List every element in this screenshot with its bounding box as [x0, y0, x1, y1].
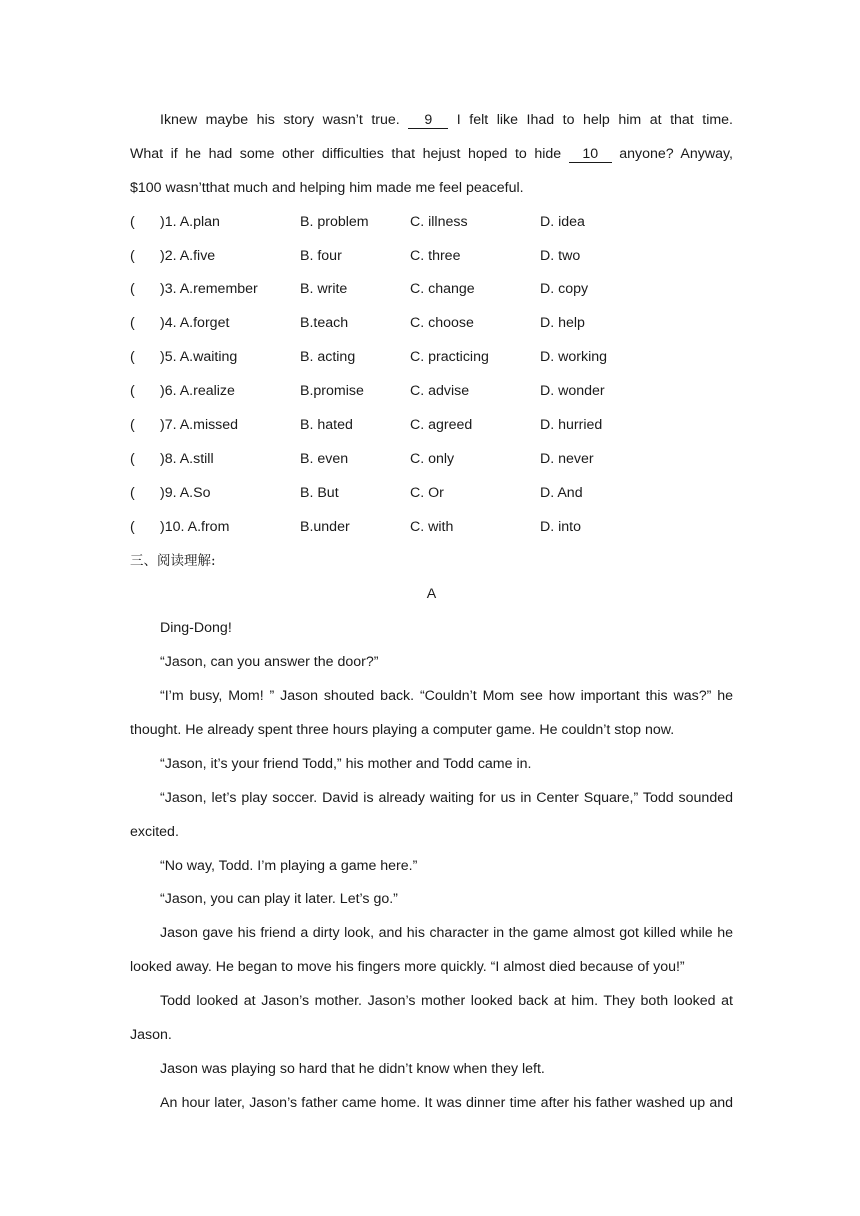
option-paren: (: [130, 417, 135, 434]
option-paren: (: [130, 247, 135, 264]
option-b: B. problem: [300, 213, 369, 230]
options-list: [130, 206, 733, 545]
passage-line: “No way, Todd. I’m playing a game here.”: [160, 857, 418, 874]
option-paren: (: [130, 349, 135, 366]
option-b: B. But: [300, 484, 339, 501]
option-b: B.under: [300, 518, 350, 535]
option-d: D. never: [540, 450, 594, 467]
option-num: )6. A.realize: [160, 383, 235, 400]
option-row: [130, 341, 733, 375]
option-row: [130, 477, 733, 511]
option-b: B.teach: [300, 315, 349, 332]
option-b: B.promise: [300, 383, 364, 400]
option-b: B. four: [300, 247, 342, 264]
passage-line: Jason.: [130, 1027, 172, 1044]
intro-line-2: [130, 138, 733, 172]
passage-line: “Jason, let’s play soccer. David is already waiting for us in Center Square,” Todd sounded: [160, 789, 733, 806]
passage-line: looked away. He began to move his fingers more quickly. “I almost died because of you!”: [130, 959, 685, 976]
option-row: [130, 206, 733, 240]
intro-line-3: $100 wasn’tthat much and helping him made me feel peaceful.: [130, 179, 524, 196]
option-paren: (: [130, 518, 135, 535]
passage-line: An hour later, Jason’s father came home. It was dinner time after his father washed up and: [160, 1094, 733, 1111]
option-num: )2. A.five: [160, 247, 216, 264]
option-c: C. advise: [410, 383, 470, 400]
passage-line: thought. He already spent three hours playing a computer game. He couldn’t stop now.: [130, 722, 675, 739]
option-c: C. three: [410, 247, 461, 264]
option-c: C. practicing: [410, 349, 489, 366]
option-d: D. working: [540, 349, 608, 366]
intro-text: anyone? Anyway,: [619, 145, 733, 162]
option-row: [130, 443, 733, 477]
option-row: [130, 511, 733, 545]
option-paren: (: [130, 484, 135, 501]
option-num: )5. A.waiting: [160, 349, 238, 366]
passage-line: Ding-Dong!: [160, 620, 232, 637]
option-c: C. change: [410, 281, 475, 298]
option-num: )1. A.plan: [160, 213, 220, 230]
option-d: D. into: [540, 518, 582, 535]
passage-label: A: [426, 586, 437, 603]
passage-line: “Jason, can you answer the door?”: [160, 654, 379, 671]
passage-line: “Jason, you can play it later. Let’s go.”: [160, 891, 398, 908]
passage-line: excited.: [130, 823, 179, 840]
intro-line-1: [130, 104, 733, 138]
option-row: [130, 273, 733, 307]
option-num: )3. A.remember: [160, 281, 258, 298]
option-d: D. two: [540, 247, 581, 264]
option-b: B. even: [300, 450, 349, 467]
option-num: )10. A.from: [160, 518, 230, 535]
option-paren: (: [130, 213, 135, 230]
option-c: C. Or: [410, 484, 444, 501]
option-c: C. with: [410, 518, 454, 535]
option-d: D. idea: [540, 213, 585, 230]
passage-line: “I’m busy, Mom! ” Jason shouted back. “Couldn’t Mom see how important this was?” he: [160, 688, 733, 705]
option-b: B. hated: [300, 417, 353, 434]
option-row: [130, 375, 733, 409]
document-page: [130, 104, 733, 1121]
passage-line: Jason gave his friend a dirty look, and his character in the game almost got killed while he: [160, 925, 733, 942]
option-b: B. acting: [300, 349, 356, 366]
intro-text: Iknew maybe his story wasn’t true.: [160, 112, 400, 128]
option-d: D. copy: [540, 281, 589, 298]
intro-text: I felt like Ihad to help him at that time.: [456, 112, 733, 128]
option-num: )4. A.forget: [160, 315, 230, 332]
option-paren: (: [130, 383, 135, 400]
option-d: D. wonder: [540, 383, 605, 400]
option-paren: (: [130, 315, 135, 332]
option-c: C. only: [410, 450, 455, 467]
option-row: [130, 409, 733, 443]
option-c: C. agreed: [410, 417, 473, 434]
option-c: C. illness: [410, 213, 468, 230]
passage-line: Jason was playing so hard that he didn’t know when they left.: [160, 1060, 545, 1077]
option-d: D. help: [540, 315, 585, 332]
option-num: )8. A.still: [160, 450, 214, 467]
option-row: [130, 307, 733, 341]
option-num: )9. A.So: [160, 484, 211, 501]
passage-line: “Jason, it’s your friend Todd,” his mother and Todd came in.: [160, 755, 532, 772]
section-title: 三、阅读理解:: [130, 552, 216, 569]
option-b: B. write: [300, 281, 348, 298]
option-d: D. And: [540, 484, 583, 501]
blank-10: 10: [569, 146, 612, 163]
option-paren: (: [130, 450, 135, 467]
blank-9: 9: [408, 112, 448, 129]
option-paren: (: [130, 281, 135, 298]
option-d: D. hurried: [540, 417, 603, 434]
passage-line: Todd looked at Jason’s mother. Jason’s mother looked back at him. They both looked at: [160, 993, 733, 1010]
option-row: [130, 240, 733, 274]
option-c: C. choose: [410, 315, 474, 332]
intro-text: What if he had some other difficulties that hejust hoped to hide: [130, 145, 562, 162]
option-num: )7. A.missed: [160, 417, 239, 434]
passage: [130, 612, 733, 1120]
